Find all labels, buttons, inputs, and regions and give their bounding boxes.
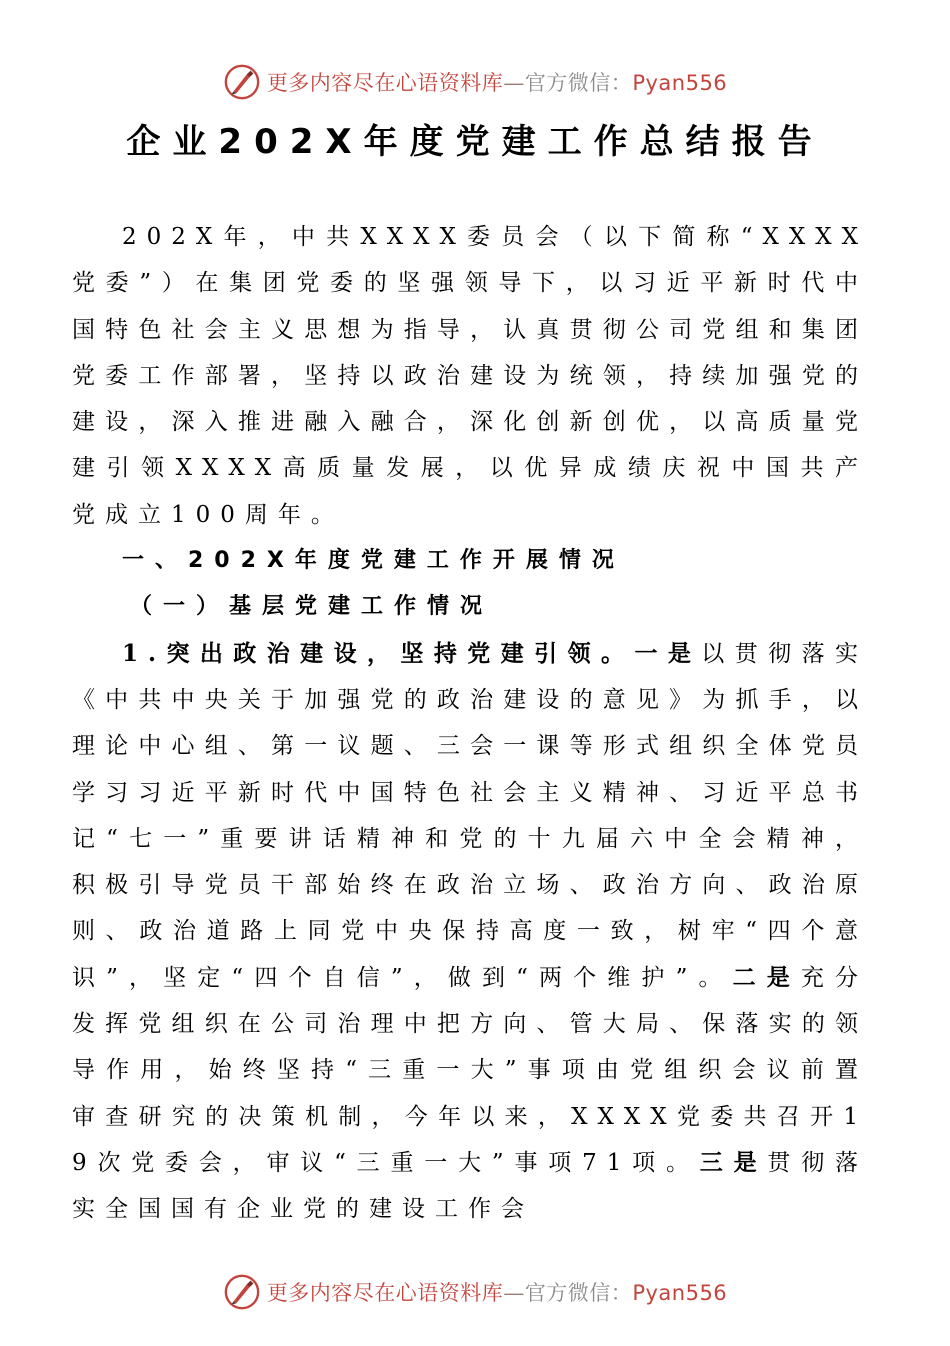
watermark-banner-top xyxy=(0,60,950,104)
third-marker: 三是 xyxy=(699,1148,768,1176)
first-marker: 一是 xyxy=(634,639,702,667)
document-body xyxy=(72,214,868,1233)
second-marker: 二是 xyxy=(732,963,801,991)
section-heading: 一、202X年度党建工作开展情况 xyxy=(122,548,625,574)
item-lead: 1.突出政治建设，坚持党建引领。 xyxy=(122,639,635,667)
second-text: 充分发挥党组织在公司治理中把方向、管大局、保落实的领导作用，始终坚持“三重一大”事项由党组织会议前置审查研究的决策机制，今年以来，XXXX党委共召开19次党委会，审议“三重一大”事项71项。 xyxy=(72,964,869,1176)
subsection-heading: （一）基层党建工作情况 xyxy=(130,594,494,620)
watermark-text: 更多内容尽在心语资料库—官方微信：Pyan556 xyxy=(266,71,728,95)
document-title: 企业202X年度党建工作总结报告 xyxy=(126,122,824,162)
watermark-logo-icon xyxy=(223,1273,261,1311)
item-paragraph xyxy=(72,631,868,1233)
intro-paragraph: 202X年，中共XXXX委员会（以下简称“XXXX党委”）在集团党委的坚强领导下，以习近平新时代中国特色社会主义思想为指导，认真贯彻公司党组和集团党委工作部署，坚持以政治建设为统领，持续加强党的建设，深入推进融入融合，深化创新创优，以高质量党建引领XXXX高质量发展，以优异成绩庆祝中国共产党成立100周年。 xyxy=(72,224,868,528)
watermark-banner-bottom xyxy=(0,1270,950,1314)
first-text: 以贯彻落实《中共中央关于加强党的政治建设的意见》为抓手，以理论中心组、第一议题、三会一课等形式组织全体党员学习习近平新时代中国特色社会主义精神、习近平总书记“七一”重要讲话精神和党的十九届六中全会精神，积极引导党员干部始终在政治立场、政治方向、政治原则、政治道路上同党中央保持高度一致，树牢“四个意识”，坚定“四个自信”，做到“两个维护”。 xyxy=(72,640,869,991)
third-text: 贯彻落实全国国有企业党的建设工作会 xyxy=(72,1149,869,1223)
watermark-text: 更多内容尽在心语资料库—官方微信：Pyan556 xyxy=(266,1281,728,1305)
watermark-logo-icon xyxy=(223,63,261,101)
